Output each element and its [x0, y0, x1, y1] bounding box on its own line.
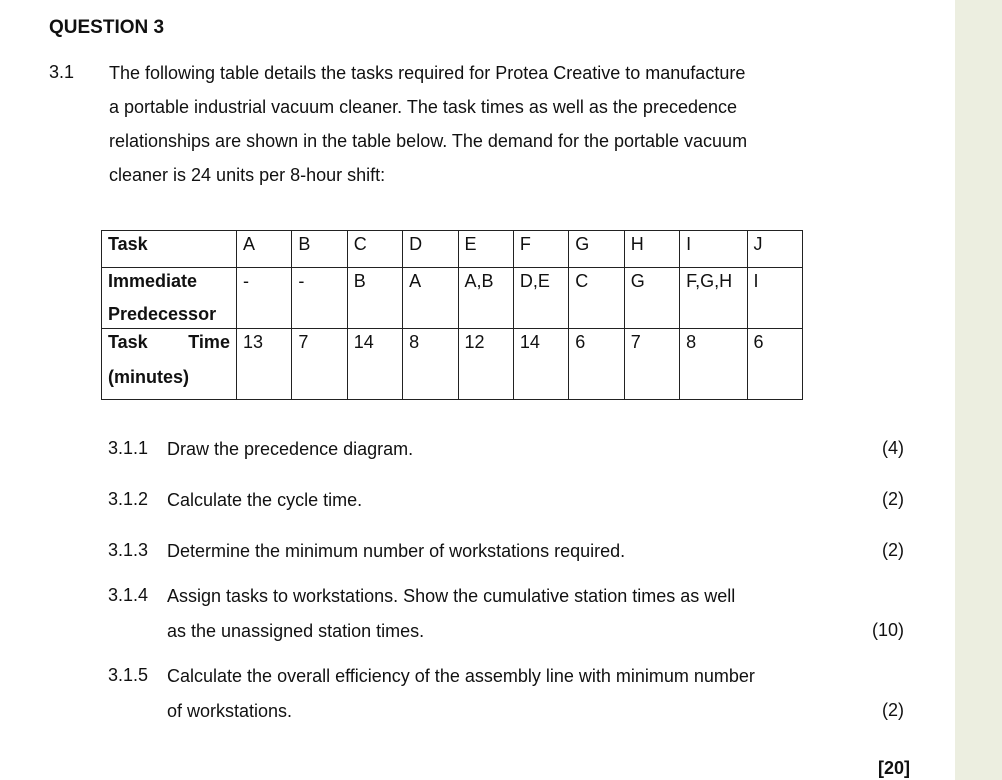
predecessor-cell: A: [403, 268, 458, 329]
subquestion-line: Calculate the overall efficiency of the assembly line with minimum number: [167, 666, 755, 686]
intro-line: cleaner is 24 units per 8-hour shift:: [109, 165, 386, 185]
subquestion-number: 3.1.4: [108, 585, 149, 605]
task-table: [101, 230, 803, 400]
predecessor-cell: A,B: [458, 268, 513, 329]
subquestion-marks: (2): [882, 700, 904, 720]
predecessor-label-line1: Immediate: [108, 271, 198, 291]
time-cell: 12: [458, 329, 513, 400]
task-header-cell: Task: [102, 231, 237, 268]
time-cell: 7: [624, 329, 679, 400]
predecessor-cell: G: [624, 268, 679, 329]
subquestion-line: of workstations.: [167, 701, 293, 721]
subquestion-marks: (2): [882, 489, 904, 509]
subquestion-text: [167, 665, 817, 735]
task-cell: D: [403, 231, 458, 268]
section-intro: [109, 62, 829, 198]
predecessor-cell: C: [569, 268, 624, 329]
question-title: QUESTION 3: [49, 17, 165, 38]
predecessor-label-line2: Predecessor: [108, 304, 217, 324]
subquestion-line: as the unassigned station times.: [167, 621, 425, 641]
section-number: 3.1: [49, 62, 75, 82]
task-cell: J: [747, 231, 802, 268]
time-cell: 7: [292, 329, 347, 400]
subquestion-marks: (2): [882, 540, 904, 560]
time-label-line1: [108, 332, 230, 353]
subquestion-line: Draw the precedence diagram.: [167, 439, 414, 459]
time-cell: 6: [569, 329, 624, 400]
time-cell: 8: [680, 329, 747, 400]
time-cell: 13: [236, 329, 291, 400]
subquestion-text: [167, 585, 817, 655]
subquestion-text: [167, 489, 817, 524]
subquestion-text: [167, 438, 817, 473]
subquestion-number: 3.1.5: [108, 665, 149, 685]
task-row: [102, 231, 803, 268]
predecessor-cell: F,G,H: [680, 268, 747, 329]
task-cell: B: [292, 231, 347, 268]
subquestion-number: 3.1.1: [108, 438, 149, 458]
time-label-line2: (minutes): [108, 367, 189, 387]
time-cell: 8: [403, 329, 458, 400]
time-cell: 14: [347, 329, 402, 400]
time-header-cell: [102, 329, 237, 400]
time-cell: 14: [513, 329, 568, 400]
intro-line: a portable industrial vacuum cleaner. The task times as well as the precedence: [109, 97, 738, 117]
side-margin-strip: [955, 0, 1002, 780]
predecessor-cell: I: [747, 268, 802, 329]
task-cell: A: [236, 231, 291, 268]
total-marks: [20]: [878, 758, 911, 778]
task-cell: G: [569, 231, 624, 268]
subquestion-line: Calculate the cycle time.: [167, 490, 363, 510]
intro-line: The following table details the tasks required for Protea Creative to manufacture: [109, 63, 746, 83]
predecessor-cell: -: [292, 268, 347, 329]
task-cell: E: [458, 231, 513, 268]
predecessor-header-cell: [102, 268, 237, 329]
time-label-word: Time: [188, 332, 230, 352]
subquestion-text: [167, 540, 817, 575]
subquestion-marks: (10): [871, 620, 904, 640]
predecessor-cell: D,E: [513, 268, 568, 329]
subquestion-marks: (4): [882, 438, 904, 458]
task-cell: C: [347, 231, 402, 268]
task-cell: H: [624, 231, 679, 268]
predecessor-cell: -: [236, 268, 291, 329]
intro-line: relationships are shown in the table below. The demand for the portable vacuum: [109, 131, 748, 151]
subquestion-number: 3.1.3: [108, 540, 149, 560]
task-cell: I: [680, 231, 747, 268]
predecessor-cell: B: [347, 268, 402, 329]
subquestion-line: Determine the minimum number of workstations required.: [167, 541, 626, 561]
predecessor-row: [102, 268, 803, 329]
task-cell: F: [513, 231, 568, 268]
time-cell: 6: [747, 329, 802, 400]
subquestion-line: Assign tasks to workstations. Show the cumulative station times as well: [167, 586, 736, 606]
subquestion-number: 3.1.2: [108, 489, 149, 509]
time-label-word: Task: [108, 332, 148, 352]
time-row: [102, 329, 803, 400]
